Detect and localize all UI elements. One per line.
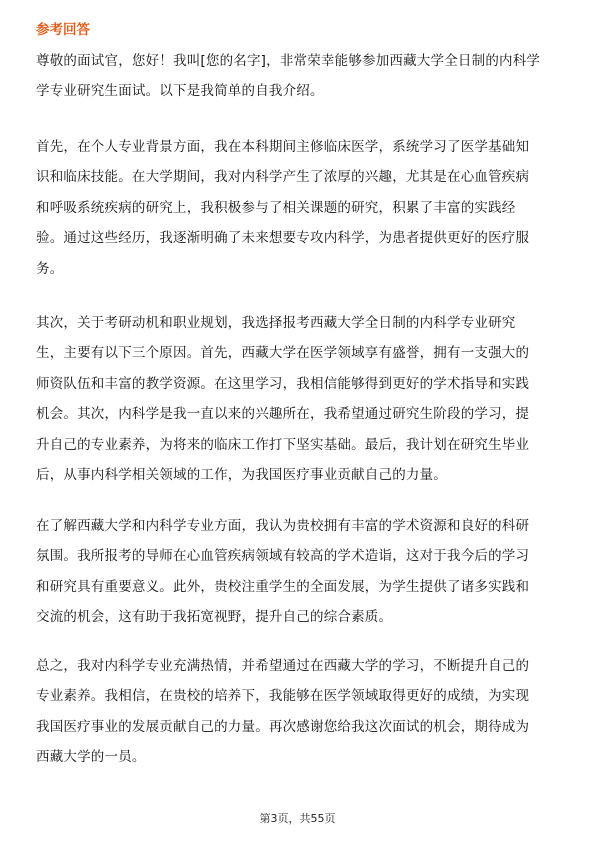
paragraph-background: 首先，在个人专业背景方面，我在本科期间主修临床医学，系统学习了医学基础知 识和临床技能。在大学期间，我对内科学产生了浓厚的兴趣，尤其是在心血管疾病 和呼吸系统疾病的研究上，我积极参与了相关课题的研究，积累了丰富的实践经 验。通过这些经历，我逐渐明确了未来想要专攻内科学，为患者提供更好的医疗服 务。: [36, 139, 530, 277]
page-number: 第3页，共55页: [259, 812, 336, 825]
paragraph-motivation: 其次，关于考研动机和职业规划，我选择报考西藏大学全日制的内科学专业研究 生，主要有以下三个原因。首先，西藏大学在医学领域享有盛誉，拥有一支强大的 师资队伍和丰富的教学资源。在这里学习，我相信能够得到更好的学术指导和实践 机会。其次，内科学是我一直以来的兴趣所在，我希望通过研究生阶段的学习，提 升自己的专业素养，为将来的临床工作打下坚实基础。最后，我计划在研究生毕业 后，从事内科学相关领域的工作，为我国医疗事业贡献自己的力量。: [36, 315, 530, 484]
section-heading: 参考回答: [36, 22, 90, 38]
paragraph-conclusion: 总之，我对内科学专业充满热情，并希望通过在西藏大学的学习，不断提升自己的 专业素养。我相信，在贵校的培养下，我能够在医学领域取得更好的成绩，为实现 我国医疗事业的发展贡献自己的力量。再次感谢您给我这次面试的机会，期待成为 西藏大学的一员。: [36, 658, 530, 766]
paragraph-school-understanding: 在了解西藏大学和内科学专业方面，我认为贵校拥有丰富的学术资源和良好的科研 氛围。我所报考的导师在心血管疾病领域有较高的学术造诣，这对于我今后的学习 和研究具有重要意义。此外，贵校注重学生的全面发展，为学生提供了诸多实践和 交流的机会，这有助于我拓宽视野，提升自己的综合素质。: [36, 518, 530, 626]
paragraph-introduction: 尊敬的面试官，您好！我叫[您的名字]，非常荣幸能够参加西藏大学全日制的内科学 学专业研究生面试。以下是我简单的自我介绍。: [36, 53, 541, 100]
